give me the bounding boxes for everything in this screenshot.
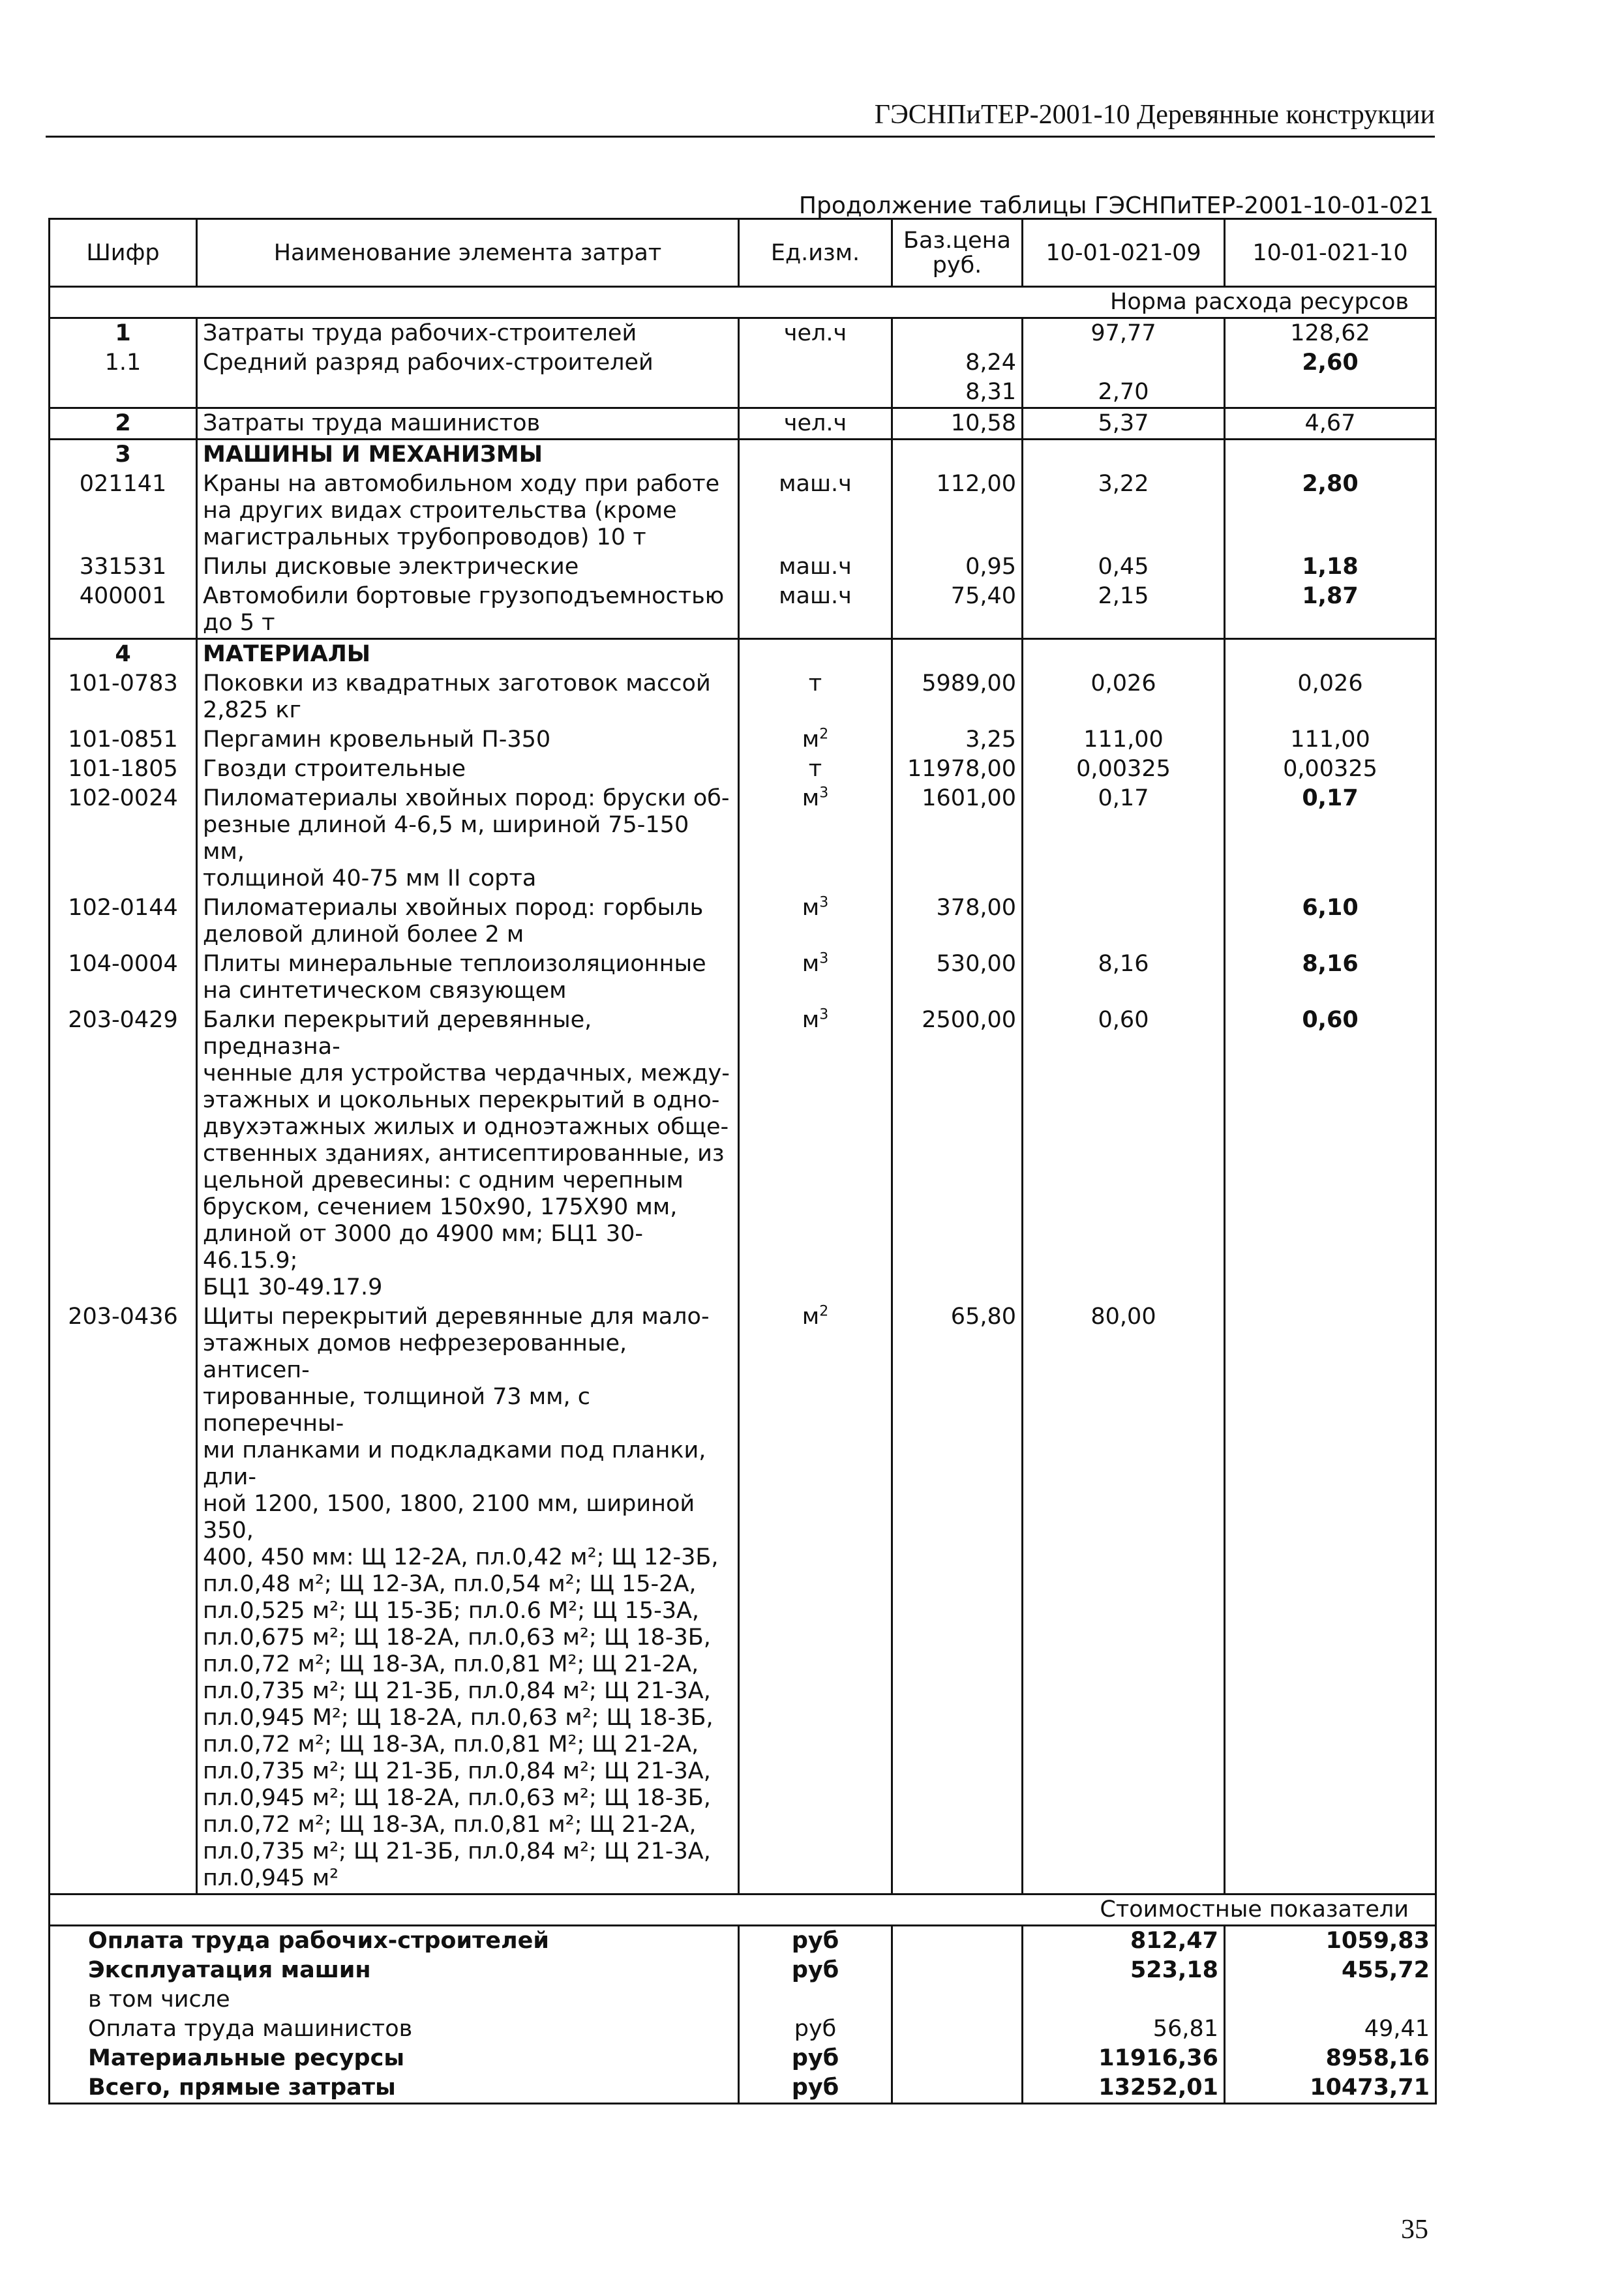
row-value-10: 0,026 — [1225, 669, 1436, 725]
row-name — [197, 378, 739, 408]
row-value-09: 0,00325 — [1023, 755, 1225, 784]
table-row — [50, 725, 1436, 755]
section-title: МАТЕРИАЛЫ — [197, 639, 739, 670]
row-value-10: 1,87 — [1225, 582, 1436, 639]
summary-unit: руб — [739, 2014, 892, 2044]
unit-exponent: 3 — [819, 894, 829, 911]
row-name: Автомобили бортовые грузоподъемностью до 5 т — [197, 582, 739, 639]
empty-cell — [1023, 639, 1225, 670]
col-header-code: Шифр — [50, 219, 197, 287]
row-code: 102-0144 — [50, 893, 197, 950]
summary-row — [50, 2073, 1436, 2104]
unit-exponent: 2 — [819, 1303, 829, 1320]
summary-value-09: 523,18 — [1023, 1956, 1225, 1985]
table-row — [50, 1302, 1436, 1894]
summary-value-10: 8958,16 — [1225, 2044, 1436, 2073]
summary-unit: руб — [739, 1956, 892, 1985]
row-value-09: 8,16 — [1023, 950, 1225, 1006]
summary-value-10: 49,41 — [1225, 2014, 1436, 2044]
empty-cell — [1225, 639, 1436, 670]
row-unit — [739, 1302, 892, 1894]
header-title: ГЭСНПиТЕР-2001-10 Деревянные конструкции — [874, 100, 1435, 130]
row-code: 021141 — [50, 470, 197, 552]
row-unit — [739, 1006, 892, 1302]
table-row — [50, 893, 1436, 950]
summary-value-10 — [1225, 1985, 1436, 2014]
table-caption: Продолжение таблицы ГЭСНПиТЕР-2001-10-01-021 — [798, 192, 1434, 219]
row-code: 1 — [50, 318, 197, 349]
row-base-price: 11978,00 — [892, 755, 1023, 784]
empty-cell — [892, 1956, 1023, 1985]
row-value-09: 2,70 — [1023, 378, 1225, 408]
band-norm: Норма расхода ресурсов — [50, 287, 1436, 318]
row-value-10 — [1225, 378, 1436, 408]
row-value-09: 97,77 — [1023, 318, 1225, 349]
summary-label: Оплата труда машинистов — [50, 2014, 739, 2044]
row-base-price: 75,40 — [892, 582, 1023, 639]
summary-row — [50, 1956, 1436, 1985]
row-code: 2 — [50, 408, 197, 440]
unit-exponent: 3 — [819, 785, 829, 801]
summary-unit: руб — [739, 2044, 892, 2073]
empty-cell — [1225, 440, 1436, 470]
row-name: Гвозди строительные — [197, 755, 739, 784]
row-value-10: 4,67 — [1225, 408, 1436, 440]
unit-exponent: 2 — [819, 726, 829, 743]
row-value-09: 5,37 — [1023, 408, 1225, 440]
summary-label: Всего, прямые затраты — [50, 2073, 739, 2104]
summary-value-10: 10473,71 — [1225, 2073, 1436, 2104]
row-code: 3 — [50, 440, 197, 470]
summary-row — [50, 1985, 1436, 2014]
summary-label: Оплата труда рабочих-строителей — [50, 1926, 739, 1956]
row-value-10 — [1225, 1302, 1436, 1894]
row-base-price: 5989,00 — [892, 669, 1023, 725]
row-code: 101-1805 — [50, 755, 197, 784]
col-header-10-01-021-10: 10-01-021-10 — [1225, 219, 1436, 287]
row-base-price: 65,80 — [892, 1302, 1023, 1894]
page-number: 35 — [1401, 2215, 1428, 2245]
empty-cell — [892, 440, 1023, 470]
row-name: Средний разряд рабочих-строителей — [197, 348, 739, 378]
row-unit — [739, 893, 892, 950]
summary-label: Материальные ресурсы — [50, 2044, 739, 2073]
table-row — [50, 582, 1436, 639]
row-code: 1.1 — [50, 348, 197, 378]
row-code: 101-0851 — [50, 725, 197, 755]
table-row — [50, 348, 1436, 378]
table-row — [50, 378, 1436, 408]
summary-unit: руб — [739, 1926, 892, 1956]
unit-exponent: 3 — [819, 950, 829, 967]
row-name: Пиломатериалы хвойных пород: бруски об- резные длиной 4-6,5 м, шириной 75-150 мм, толщиной 40-75 мм II сорта — [197, 784, 739, 893]
row-base-price: 0,95 — [892, 552, 1023, 582]
unit-base: м — [802, 785, 820, 811]
table-row — [50, 318, 1436, 349]
row-value-09: 3,22 — [1023, 470, 1225, 552]
empty-cell — [892, 639, 1023, 670]
row-value-09 — [1023, 893, 1225, 950]
row-unit: маш.ч — [739, 582, 892, 639]
row-value-10: 8,16 — [1225, 950, 1436, 1006]
summary-value-09: 812,47 — [1023, 1926, 1225, 1956]
table-row — [50, 440, 1436, 470]
row-value-09: 111,00 — [1023, 725, 1225, 755]
unit-exponent: 3 — [819, 1006, 829, 1023]
summary-row — [50, 2014, 1436, 2044]
row-code: 104-0004 — [50, 950, 197, 1006]
empty-cell — [892, 2014, 1023, 2044]
summary-value-09 — [1023, 1985, 1225, 2014]
row-value-10: 111,00 — [1225, 725, 1436, 755]
empty-cell — [1023, 440, 1225, 470]
unit-base: м — [802, 895, 820, 921]
row-code: 331531 — [50, 552, 197, 582]
table-row — [50, 552, 1436, 582]
row-unit: маш.ч — [739, 552, 892, 582]
row-value-09: 0,45 — [1023, 552, 1225, 582]
table-row — [50, 1006, 1436, 1302]
row-code: 203-0436 — [50, 1302, 197, 1894]
empty-cell — [892, 1926, 1023, 1956]
row-value-09: 0,17 — [1023, 784, 1225, 893]
row-unit: т — [739, 669, 892, 725]
row-base-price: 10,58 — [892, 408, 1023, 440]
row-value-09: 0,026 — [1023, 669, 1225, 725]
row-name: Плиты минеральные теплоизоляционные на синтетическом связующем — [197, 950, 739, 1006]
row-base-price: 3,25 — [892, 725, 1023, 755]
row-name: Поковки из квадратных заготовок массой 2,825 кг — [197, 669, 739, 725]
summary-value-09: 11916,36 — [1023, 2044, 1225, 2073]
row-value-10: 0,60 — [1225, 1006, 1436, 1302]
col-header-10-01-021-09: 10-01-021-09 — [1023, 219, 1225, 287]
col-header-unit: Ед.изм. — [739, 219, 892, 287]
row-base-price: 378,00 — [892, 893, 1023, 950]
row-value-09 — [1023, 348, 1225, 378]
row-value-10: 2,60 — [1225, 348, 1436, 378]
summary-label: Эксплуатация машин — [50, 1956, 739, 1985]
summary-value-10: 1059,83 — [1225, 1926, 1436, 1956]
row-value-10: 6,10 — [1225, 893, 1436, 950]
unit-base: м — [802, 1304, 820, 1330]
row-value-10: 1,18 — [1225, 552, 1436, 582]
row-code: 102-0024 — [50, 784, 197, 893]
row-name: Щиты перекрытий деревянные для мало- этажных домов нефрезерованные, антисеп- тированные, толщиной 73 мм, с поперечны- ми планками и подкладками под планки, дли- ной 1200, 1500, 1800, 2100 мм, шириной 350, 400, 450 мм: Щ 12-2А, пл.0,42 м²; Щ 12-3Б, пл.0,48 м²; Щ 12-3А, пл.0,54 м²; Щ 15-2А, пл.0,525 м²; Щ 15-3Б; пл.0.6 М²; Щ 15-3А, пл.0,675 м²; Щ 18-2А, пл.0,63 м²; Щ 18-3Б, пл.0,72 м²; Щ 18-3А, пл.0,81 М²; Щ 21-2А, пл.0,735 м²; Щ 21-3Б, пл.0,84 м²; Щ 21-3А, пл.0,945 М²; Щ 18-2А, пл.0,63 м²; Щ 18-3Б, пл.0,72 м²; Щ 18-3А, пл.0,81 М²; Щ 21-2А, пл.0,735 м²; Щ 21-3Б, пл.0,84 м²; Щ 21-3А, пл.0,945 м²; Щ 18-2А, пл.0,63 м²; Щ 18-3Б, пл.0,72 м²; Щ 18-3А, пл.0,81 м²; Щ 21-2А, пл.0,735 м²; Щ 21-3Б, пл.0,84 м²; Щ 21-3А, пл.0,945 м² — [197, 1302, 739, 1894]
table-row — [50, 639, 1436, 670]
row-unit — [739, 950, 892, 1006]
table-row — [50, 408, 1436, 440]
row-unit: маш.ч — [739, 470, 892, 552]
row-code: 4 — [50, 639, 197, 670]
row-value-10: 128,62 — [1225, 318, 1436, 349]
table-row — [50, 470, 1436, 552]
summary-value-09: 56,81 — [1023, 2014, 1225, 2044]
row-unit: чел.ч — [739, 318, 892, 349]
table-row — [50, 755, 1436, 784]
empty-cell — [892, 2044, 1023, 2073]
running-header — [46, 97, 1435, 138]
col-header-price: Баз.цена руб. — [892, 219, 1023, 287]
summary-label: в том числе — [50, 1985, 739, 2014]
summary-value-09: 13252,01 — [1023, 2073, 1225, 2104]
row-value-10: 2,80 — [1225, 470, 1436, 552]
table-row — [50, 950, 1436, 1006]
row-value-09: 2,15 — [1023, 582, 1225, 639]
empty-cell — [892, 2073, 1023, 2104]
band-norm-row — [50, 287, 1436, 318]
unit-base: м — [802, 1007, 820, 1033]
row-name: Пилы дисковые электрические — [197, 552, 739, 582]
unit-base: м — [802, 726, 820, 753]
band-cost: Стоимостные показатели — [50, 1894, 1436, 1926]
row-base-price: 112,00 — [892, 470, 1023, 552]
summary-row — [50, 2044, 1436, 2073]
row-name: Краны на автомобильном ходу при работе на других видах строительства (кроме магистральных трубопроводов) 10 т — [197, 470, 739, 552]
empty-cell — [739, 639, 892, 670]
row-unit — [739, 348, 892, 378]
row-name: Затраты труда машинистов — [197, 408, 739, 440]
row-unit — [739, 725, 892, 755]
section-title: МАШИНЫ И МЕХАНИЗМЫ — [197, 440, 739, 470]
row-unit — [739, 784, 892, 893]
summary-unit — [739, 1985, 892, 2014]
band-cost-row — [50, 1894, 1436, 1926]
row-base-price: 8,24 — [892, 348, 1023, 378]
row-value-09: 0,60 — [1023, 1006, 1225, 1302]
empty-cell — [739, 440, 892, 470]
unit-base: м — [802, 951, 820, 977]
table-row — [50, 784, 1436, 893]
row-name: Затраты труда рабочих-строителей — [197, 318, 739, 349]
row-code: 101-0783 — [50, 669, 197, 725]
row-code: 203-0429 — [50, 1006, 197, 1302]
row-code — [50, 378, 197, 408]
empty-cell — [892, 1985, 1023, 2014]
row-name: Балки перекрытий деревянные, предназна- ченные для устройства чердачных, между- этажных и цокольных перекрытий в одно- двухэтажных жилых и одноэтажных обще- ственных зданиях, антисептированные, из цельной древесины: с одним черепным бруском, сечением 150х90, 175Х90 мм, длиной от 3000 до 4900 мм; БЦ1 30-46.15.9; БЦ1 30-49.17.9 — [197, 1006, 739, 1302]
row-base-price: 530,00 — [892, 950, 1023, 1006]
row-unit: т — [739, 755, 892, 784]
row-base-price — [892, 318, 1023, 349]
resource-table — [48, 218, 1437, 2104]
row-value-10: 0,17 — [1225, 784, 1436, 893]
table-row — [50, 669, 1436, 725]
row-value-10: 0,00325 — [1225, 755, 1436, 784]
row-unit — [739, 378, 892, 408]
summary-value-10: 455,72 — [1225, 1956, 1436, 1985]
table-header-row — [50, 219, 1436, 287]
row-base-price: 1601,00 — [892, 784, 1023, 893]
row-code: 400001 — [50, 582, 197, 639]
row-unit: чел.ч — [739, 408, 892, 440]
row-base-price: 8,31 — [892, 378, 1023, 408]
row-name: Пергамин кровельный П-350 — [197, 725, 739, 755]
summary-unit: руб — [739, 2073, 892, 2104]
row-name: Пиломатериалы хвойных пород: горбыль деловой длиной более 2 м — [197, 893, 739, 950]
col-header-name: Наименование элемента затрат — [197, 219, 739, 287]
summary-row — [50, 1926, 1436, 1956]
row-value-09: 80,00 — [1023, 1302, 1225, 1894]
row-base-price: 2500,00 — [892, 1006, 1023, 1302]
